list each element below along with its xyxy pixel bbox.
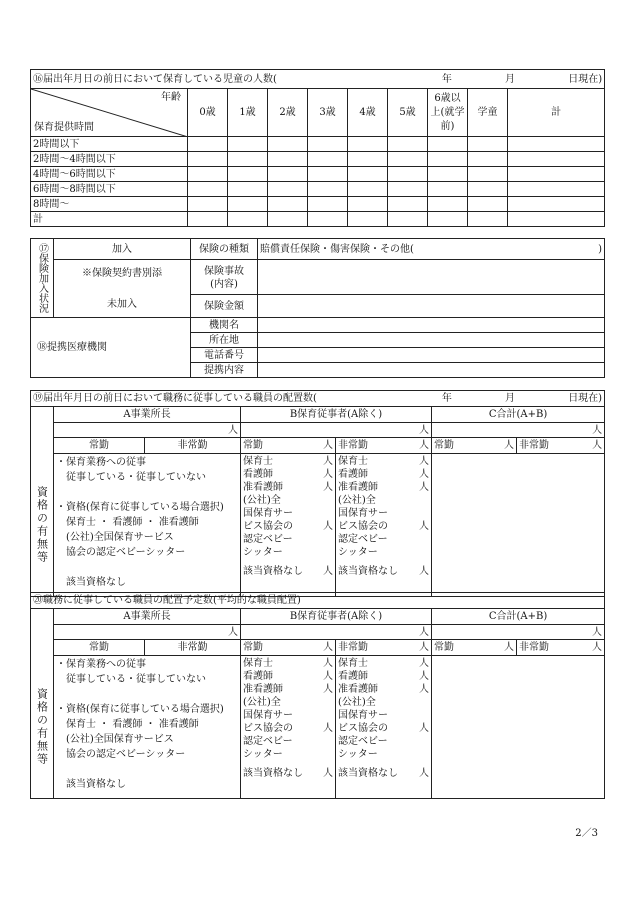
- table-row: [31, 182, 605, 197]
- insurance-type-field[interactable]: [258, 239, 605, 260]
- a-qualification[interactable]: ・保育業務への従事 従事している・従事していない ・資格(保育に従事している場合選択) 保育士 ・ 看護師 ・ 准看護師 (公社)全国保育サービス 協会の認定ベビーシッター 該当資格なし: [54, 656, 241, 799]
- c-header: C合計(A+B): [432, 609, 605, 625]
- c-qualification[interactable]: [432, 656, 605, 799]
- a-total[interactable]: 人: [54, 625, 241, 640]
- b-parttime[interactable]: 非常勤 人: [336, 438, 432, 454]
- b-fulltime-qual[interactable]: [241, 656, 336, 799]
- s19-asof: 日現在): [568, 393, 603, 404]
- b-qual-row: 看護師 人: [338, 469, 429, 480]
- table-row: [31, 152, 605, 167]
- insurance-amount-label: 保険金額: [191, 295, 258, 318]
- staff-planned-table: [30, 592, 605, 799]
- age-6-preschool: 6歳以上(就学前): [428, 89, 468, 137]
- b-qual-row: 准看護師 人: [243, 482, 333, 493]
- a-header: A事業所長: [54, 609, 241, 625]
- row-label: 2時間～4時間以下: [31, 152, 188, 167]
- b-qual-row: 該当資格なし 人: [243, 566, 333, 577]
- age-3: 3歳: [308, 89, 348, 137]
- insurance-joined[interactable]: 加入: [54, 239, 191, 260]
- b-qual-row: 保育士 人: [243, 658, 333, 669]
- qualification-label: 資格の有無等: [31, 407, 54, 597]
- row-label: 計: [31, 212, 188, 227]
- b-fulltime-qual[interactable]: [241, 454, 336, 597]
- table-row: [31, 212, 605, 227]
- insurance-type-label: 保険の種類: [191, 239, 258, 260]
- b-header: B保育従事者(A除く): [241, 407, 432, 423]
- age-0: 0歳: [188, 89, 228, 137]
- age-5: 5歳: [388, 89, 428, 137]
- b-total[interactable]: 人: [241, 423, 432, 438]
- children-count-table: [30, 69, 605, 227]
- staff-current-table: [30, 390, 605, 597]
- c-parttime[interactable]: 非常勤 人: [517, 438, 605, 454]
- a-header: A事業所長: [54, 407, 241, 423]
- medical-name-field[interactable]: [258, 318, 605, 333]
- age-label: 年齢: [161, 92, 181, 103]
- b-parttime-qual[interactable]: [336, 656, 432, 799]
- insurance-accident-label: 保険事故 (内容): [191, 260, 258, 295]
- medical-field-label: 電話番号: [191, 348, 258, 363]
- row-label: 4時間～6時間以下: [31, 167, 188, 182]
- b-qual-row: 准看護師 人: [243, 684, 333, 695]
- a-parttime: 非常勤: [145, 640, 241, 656]
- insurance-medical-table: [30, 238, 605, 378]
- insurance-not-joined[interactable]: 未加入: [107, 298, 137, 310]
- medical-phone-field[interactable]: [258, 348, 605, 363]
- b-qual-row: 該当資格なし 人: [243, 768, 333, 779]
- age-1: 1歳: [228, 89, 268, 137]
- a-parttime: 非常勤: [145, 438, 241, 454]
- b-qual-row: 保育士 人: [338, 456, 429, 467]
- insurance-status-cell: [54, 260, 191, 318]
- medical-label: ⑱提携医療機関: [31, 318, 191, 378]
- insurance-amount-field[interactable]: [258, 295, 605, 318]
- b-fulltime[interactable]: 常勤 人: [241, 438, 336, 454]
- b-parttime-qual[interactable]: [336, 454, 432, 597]
- page-number: 2／3: [575, 828, 598, 839]
- table-row: [31, 197, 605, 212]
- c-total[interactable]: 人: [432, 625, 605, 640]
- c-header: C合計(A+B): [432, 407, 605, 423]
- s16-year: 年: [441, 73, 452, 85]
- medical-address-field[interactable]: [258, 333, 605, 348]
- insurance-label: ⑰保険加入状況: [31, 239, 54, 318]
- b-qual-row: 該当資格なし 人: [338, 768, 429, 779]
- table-row: [31, 137, 605, 152]
- medical-field-label: 所在地: [191, 333, 258, 348]
- age-time-corner: [31, 89, 188, 137]
- b-qual-row: 准看護師 人: [338, 684, 429, 695]
- insurance-accident-field[interactable]: [258, 260, 605, 295]
- b-qual-row: (公社)全 国保育サー ビス協会の 認定ベビー シッター 人: [243, 697, 333, 760]
- medical-field-label: 機関名: [191, 318, 258, 333]
- b-header: B保育従事者(A除く): [241, 609, 432, 625]
- insurance-note: ※保険契約書別添: [82, 267, 162, 279]
- time-label: 保育提供時間: [34, 122, 94, 133]
- b-qual-row: 看護師 人: [338, 671, 429, 682]
- age-total: 計: [508, 89, 605, 137]
- b-qual-row: (公社)全 国保育サー ビス協会の 認定ベビー シッター 人: [338, 495, 429, 558]
- row-label: 6時間～8時間以下: [31, 182, 188, 197]
- age-2: 2歳: [268, 89, 308, 137]
- medical-contract-field[interactable]: [258, 363, 605, 378]
- row-label: 2時間以下: [31, 137, 188, 152]
- s16-asof: 日現在): [568, 73, 603, 85]
- b-qual-row: (公社)全 国保育サー ビス協会の 認定ベビー シッター 人: [338, 697, 429, 760]
- s16-title-row: [31, 70, 605, 89]
- b-parttime[interactable]: 非常勤 人: [336, 640, 432, 656]
- c-total[interactable]: 人: [432, 423, 605, 438]
- b-total[interactable]: 人: [241, 625, 432, 640]
- qualification-label: 資格の有無等: [31, 609, 54, 799]
- insurance-type-options: 賠償責任保険・傷害保険・その他(: [260, 243, 414, 255]
- c-fulltime[interactable]: 常勤 人: [432, 640, 517, 656]
- b-qual-row: (公社)全 国保育サー ビス協会の 認定ベビー シッター 人: [243, 495, 333, 558]
- b-qual-row: 該当資格なし 人: [338, 566, 429, 577]
- b-qual-row: 保育士 人: [243, 456, 333, 467]
- table-row: [31, 167, 605, 182]
- s19-month: 月: [505, 393, 515, 404]
- a-fulltime: 常勤: [54, 438, 145, 454]
- s19-title: ⑲届出年月日の前日において職務に従事している職員の配置数(: [33, 393, 317, 404]
- age-school: 学童: [468, 89, 508, 137]
- b-qual-row: 看護師 人: [243, 469, 333, 480]
- b-qual-row: 保育士 人: [338, 658, 429, 669]
- b-qual-row: 看護師 人: [243, 671, 333, 682]
- age-4: 4歳: [348, 89, 388, 137]
- c-qualification[interactable]: [432, 454, 605, 597]
- s20-title: ⑳職務に従事している職員の配置予定数(平均的な職員配置): [31, 593, 605, 609]
- c-parttime[interactable]: 非常勤 人: [517, 640, 605, 656]
- s19-year: 年: [441, 393, 452, 404]
- s16-title: ⑯届出年月日の前日において保育している児童の人数(: [33, 73, 277, 85]
- a-fulltime: 常勤: [54, 640, 145, 656]
- s19-title-row: [31, 391, 605, 407]
- b-fulltime[interactable]: 常勤 人: [241, 640, 336, 656]
- s16-month: 月: [505, 73, 516, 85]
- c-fulltime[interactable]: 常勤 人: [432, 438, 517, 454]
- row-label: 8時間～: [31, 197, 188, 212]
- b-qual-row: 准看護師 人: [338, 482, 429, 493]
- a-qualification[interactable]: ・保育業務への従事 従事している・従事していない ・資格(保育に従事している場合選択) 保育士 ・ 看護師 ・ 准看護師 (公社)全国保育サービス 協会の認定ベビーシッター 該当資格なし: [54, 454, 241, 597]
- a-total[interactable]: 人: [54, 423, 241, 438]
- medical-field-label: 提携内容: [191, 363, 258, 378]
- insurance-type-close: ): [598, 243, 602, 255]
